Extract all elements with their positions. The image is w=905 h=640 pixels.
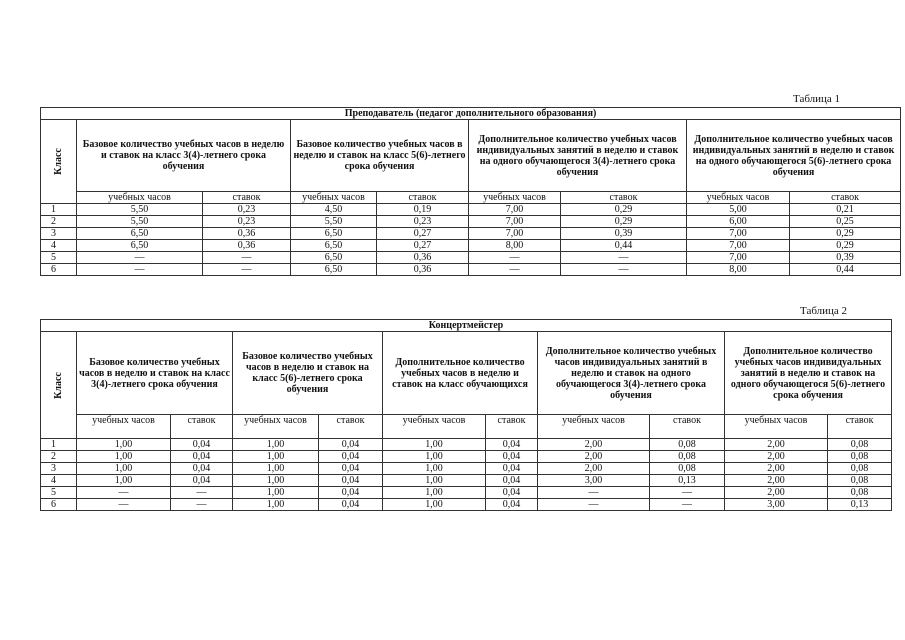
value-cell: 0,08	[828, 439, 892, 451]
table1-title: Преподаватель (педагог дополнительного образования)	[41, 108, 901, 120]
value-cell: 1,00	[233, 463, 319, 475]
value-cell: 6,50	[291, 264, 377, 276]
subheader-rate: ставок	[650, 415, 725, 439]
value-cell: 1,00	[383, 463, 486, 475]
value-cell: 2,00	[725, 463, 828, 475]
value-cell: 0,04	[486, 499, 538, 511]
subheader-rate: ставок	[828, 415, 892, 439]
group-header: Дополнительное количество учебных часов индивидуальных занятий в неделю и ставок на одного обучающегося 5(6)-летнего срока обучения	[725, 332, 892, 415]
value-cell: 0,39	[790, 252, 901, 264]
value-cell: 6,50	[291, 252, 377, 264]
group-header: Дополнительное количество учебных часов в неделю и ставок на класс обучающихся	[383, 332, 538, 415]
value-cell: 7,00	[469, 204, 561, 216]
subheader-hours: учебных часов	[291, 192, 377, 204]
table-row	[41, 204, 901, 216]
value-cell: 0,23	[203, 204, 291, 216]
accompanist-hours-table	[40, 319, 892, 511]
value-cell: 6,50	[291, 228, 377, 240]
value-cell: 1,00	[383, 487, 486, 499]
value-cell: 2,00	[538, 451, 650, 463]
class-column-header: Класс	[41, 120, 77, 204]
class-number-cell: 3	[41, 463, 77, 475]
value-cell: 1,00	[77, 451, 171, 463]
group-header: Дополнительное количество учебных часов индивидуальных занятий в неделю и ставок на одного обучающегося 3(4)-летнего срока обучения	[538, 332, 725, 415]
value-cell: —	[77, 252, 203, 264]
value-cell: 5,00	[687, 204, 790, 216]
value-cell: 5,50	[291, 216, 377, 228]
value-cell: 0,08	[828, 487, 892, 499]
value-cell: 0,04	[171, 439, 233, 451]
value-cell: —	[561, 264, 687, 276]
value-cell: 1,00	[233, 487, 319, 499]
subheader-hours: учебных часов	[233, 415, 319, 439]
value-cell: 0,36	[377, 252, 469, 264]
value-cell: —	[469, 252, 561, 264]
table-row	[41, 463, 892, 475]
value-cell: 1,00	[383, 451, 486, 463]
value-cell: 0,39	[561, 228, 687, 240]
value-cell: 7,00	[469, 216, 561, 228]
value-cell: 0,21	[790, 204, 901, 216]
value-cell: 0,08	[828, 463, 892, 475]
table-row	[41, 451, 892, 463]
value-cell: 1,00	[233, 499, 319, 511]
class-column-header: Класс	[41, 332, 77, 439]
value-cell: —	[77, 487, 171, 499]
value-cell: 0,27	[377, 240, 469, 252]
group-header: Базовое количество учебных часов в неделю и ставок на класс 3(4)-летнего срока обучения	[77, 332, 233, 415]
value-cell: 0,04	[486, 451, 538, 463]
value-cell: —	[77, 264, 203, 276]
value-cell: —	[650, 499, 725, 511]
group-header: Базовое количество учебных часов в неделю и ставок на класс 5(6)-летнего срока обучения	[233, 332, 383, 415]
subheader-hours: учебных часов	[538, 415, 650, 439]
value-cell: —	[77, 499, 171, 511]
value-cell: 0,04	[319, 487, 383, 499]
value-cell: 0,29	[561, 216, 687, 228]
value-cell: 8,00	[469, 240, 561, 252]
value-cell: 0,23	[377, 216, 469, 228]
value-cell: 8,00	[687, 264, 790, 276]
class-number-cell: 5	[41, 487, 77, 499]
value-cell: 2,00	[725, 487, 828, 499]
value-cell: 1,00	[233, 451, 319, 463]
subheader-hours: учебных часов	[687, 192, 790, 204]
table-row	[41, 475, 892, 487]
subheader-hours: учебных часов	[725, 415, 828, 439]
value-cell: —	[469, 264, 561, 276]
subheader-row	[41, 192, 901, 204]
value-cell: 0,36	[203, 228, 291, 240]
class-number-cell: 1	[41, 204, 77, 216]
value-cell: 6,00	[687, 216, 790, 228]
value-cell: 0,36	[377, 264, 469, 276]
class-number-cell: 3	[41, 228, 77, 240]
value-cell: 0,04	[171, 475, 233, 487]
subheader-rate: ставок	[171, 415, 233, 439]
table-row	[41, 499, 892, 511]
value-cell: 0,04	[486, 463, 538, 475]
table1-caption: Таблица 1	[793, 93, 841, 105]
value-cell: 0,04	[486, 475, 538, 487]
subheader-hours: учебных часов	[77, 192, 203, 204]
table-row	[41, 228, 901, 240]
table-row	[41, 252, 901, 264]
group-header: Дополнительное количество учебных часов индивидуальных занятий в неделю и ставок на одного обучающегося 5(6)-летнего срока обучения	[687, 120, 901, 192]
class-number-cell: 2	[41, 451, 77, 463]
subheader-rate: ставок	[790, 192, 901, 204]
value-cell: 1,00	[233, 439, 319, 451]
value-cell: 0,13	[828, 499, 892, 511]
value-cell: 0,08	[828, 475, 892, 487]
value-cell: 1,00	[383, 499, 486, 511]
value-cell: —	[538, 487, 650, 499]
table-row	[41, 439, 892, 451]
value-cell: —	[203, 264, 291, 276]
value-cell: —	[561, 252, 687, 264]
value-cell: 2,00	[725, 451, 828, 463]
value-cell: 2,00	[538, 463, 650, 475]
value-cell: 2,00	[725, 439, 828, 451]
class-number-cell: 4	[41, 475, 77, 487]
value-cell: 0,29	[790, 240, 901, 252]
table2-title: Концертмейстер	[41, 320, 892, 332]
value-cell: 7,00	[687, 252, 790, 264]
table-row	[41, 240, 901, 252]
value-cell: 7,00	[469, 228, 561, 240]
subheader-row	[41, 415, 892, 439]
value-cell: 1,00	[383, 439, 486, 451]
value-cell: 6,50	[77, 240, 203, 252]
value-cell: 0,29	[561, 204, 687, 216]
table-row	[41, 264, 901, 276]
teacher-hours-table	[40, 107, 901, 276]
table2-caption: Таблица 2	[800, 305, 848, 317]
value-cell: 0,04	[319, 475, 383, 487]
value-cell: 0,36	[203, 240, 291, 252]
value-cell: 0,04	[319, 439, 383, 451]
subheader-hours: учебных часов	[469, 192, 561, 204]
class-number-cell: 6	[41, 264, 77, 276]
class-number-cell: 2	[41, 216, 77, 228]
value-cell: 0,23	[203, 216, 291, 228]
value-cell: 0,27	[377, 228, 469, 240]
value-cell: 6,50	[291, 240, 377, 252]
value-cell: 3,00	[538, 475, 650, 487]
value-cell: 5,50	[77, 204, 203, 216]
class-number-cell: 6	[41, 499, 77, 511]
value-cell: 0,13	[650, 475, 725, 487]
value-cell: 0,04	[486, 439, 538, 451]
value-cell: 0,04	[319, 463, 383, 475]
table-row	[41, 487, 892, 499]
value-cell: 0,04	[171, 451, 233, 463]
value-cell: —	[171, 487, 233, 499]
value-cell: 0,04	[319, 451, 383, 463]
value-cell: 7,00	[687, 240, 790, 252]
subheader-hours: учебных часов	[383, 415, 486, 439]
value-cell: —	[650, 487, 725, 499]
subheader-rate: ставок	[561, 192, 687, 204]
class-number-cell: 1	[41, 439, 77, 451]
subheader-rate: ставок	[377, 192, 469, 204]
subheader-rate: ставок	[486, 415, 538, 439]
value-cell: —	[171, 499, 233, 511]
value-cell: 0,04	[486, 487, 538, 499]
value-cell: 0,29	[790, 228, 901, 240]
value-cell: 1,00	[77, 463, 171, 475]
value-cell: 2,00	[725, 475, 828, 487]
class-number-cell: 4	[41, 240, 77, 252]
group-header: Дополнительное количество учебных часов индивидуальных занятий в неделю и ставок на одного обучающегося 3(4)-летнего срока обучения	[469, 120, 687, 192]
value-cell: 0,08	[650, 451, 725, 463]
subheader-hours: учебных часов	[77, 415, 171, 439]
value-cell: 0,08	[828, 451, 892, 463]
value-cell: 0,08	[650, 439, 725, 451]
value-cell: 0,19	[377, 204, 469, 216]
value-cell: 3,00	[725, 499, 828, 511]
class-number-cell: 5	[41, 252, 77, 264]
value-cell: 6,50	[77, 228, 203, 240]
value-cell: 0,44	[790, 264, 901, 276]
value-cell: 0,04	[319, 499, 383, 511]
value-cell: —	[538, 499, 650, 511]
value-cell: 4,50	[291, 204, 377, 216]
value-cell: 7,00	[687, 228, 790, 240]
value-cell: 1,00	[77, 439, 171, 451]
group-header: Базовое количество учебных часов в неделю и ставок на класс 3(4)-летнего срока обучения	[77, 120, 291, 192]
subheader-rate: ставок	[319, 415, 383, 439]
value-cell: 1,00	[383, 475, 486, 487]
subheader-rate: ставок	[203, 192, 291, 204]
value-cell: 0,25	[790, 216, 901, 228]
value-cell: 0,44	[561, 240, 687, 252]
table-row	[41, 216, 901, 228]
value-cell: —	[203, 252, 291, 264]
value-cell: 0,08	[650, 463, 725, 475]
group-header: Базовое количество учебных часов в неделю и ставок на класс 5(6)-летнего срока обучения	[291, 120, 469, 192]
value-cell: 1,00	[77, 475, 171, 487]
value-cell: 5,50	[77, 216, 203, 228]
value-cell: 2,00	[538, 439, 650, 451]
value-cell: 0,04	[171, 463, 233, 475]
value-cell: 1,00	[233, 475, 319, 487]
